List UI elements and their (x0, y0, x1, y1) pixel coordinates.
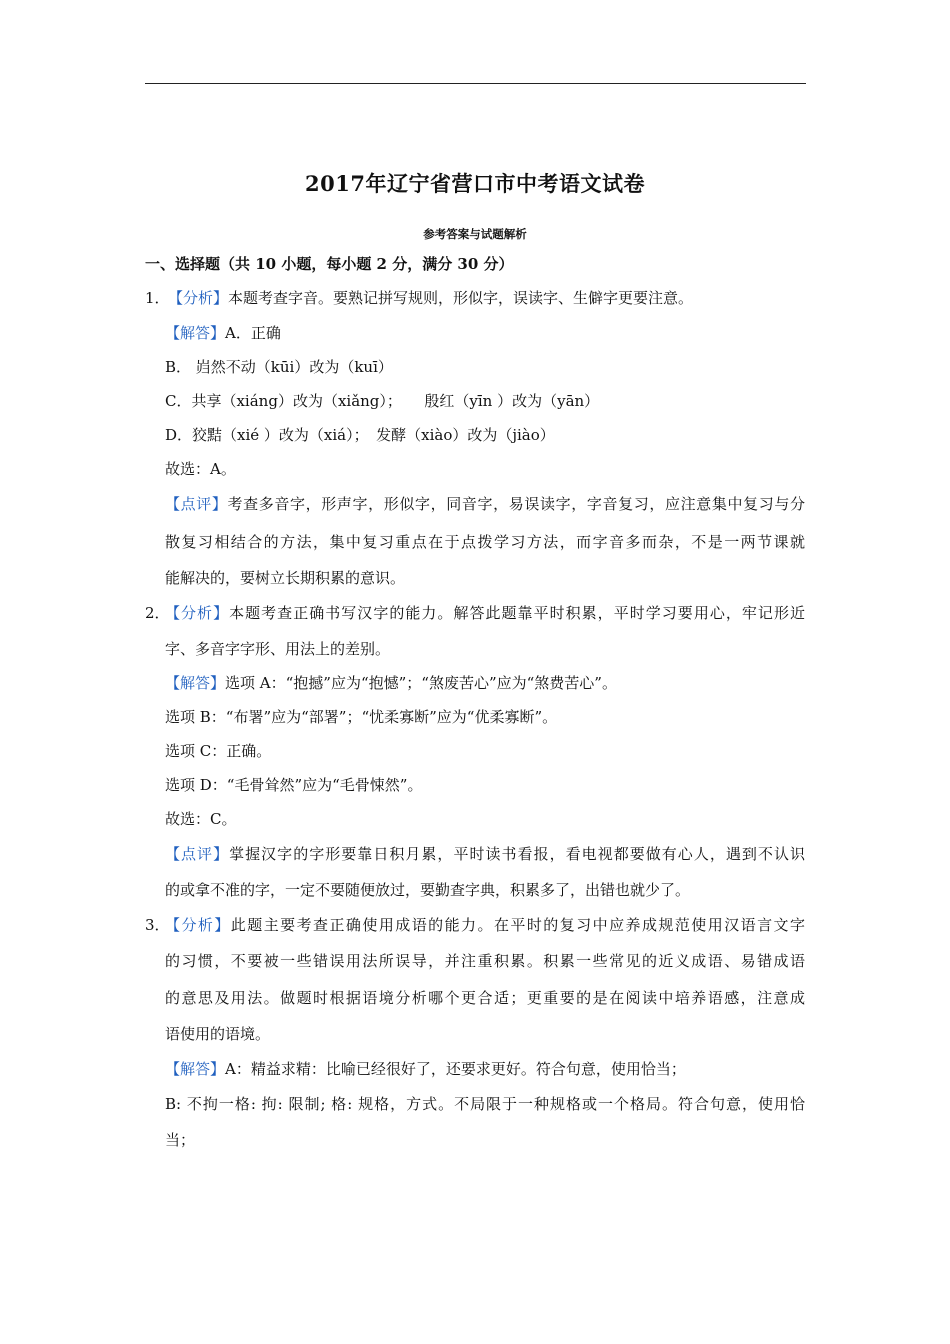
q3-number: 3． (145, 916, 170, 934)
q1-answer-b: B． 岿然不动（kūi）改为（kuī） (165, 358, 393, 376)
q2-analysis-line-1 (165, 603, 805, 623)
q1-comment-line-3: 能解决的，要树立长期积累的意识。 (165, 569, 406, 587)
q2-answer-tag: 【解答】 (165, 674, 226, 692)
q3-analysis-line-4: 语使用的语境。 (165, 1025, 271, 1043)
q1-number: 1． (145, 289, 170, 307)
q2-answer-d: 选项 D：“毛骨耸然”应为“毛骨悚然”。 (165, 776, 423, 794)
q3-answer-b-line-1: B: 不拘一格: 拘: 限制; 格: 规格，方式。不局限于一种规格或一个格局。符合句意，使用恰 (165, 1095, 805, 1113)
q3-analysis-line-1 (165, 915, 805, 935)
q2-answer-b: 选项 B：“布署”应为“部署”；“忧柔寡断”应为“优柔寡断”。 (165, 708, 558, 726)
q2-number: 2． (145, 604, 170, 622)
q2-analysis-tag: 【分析】 (165, 604, 230, 622)
q3-analysis-line-3: 的意思及用法。做题时根据语境分析哪个更合适；更重要的是在阅读中培养语感，注意成 (165, 989, 805, 1007)
q2-answer-c: 选项 C：正确。 (165, 742, 272, 760)
section-heading: 一、选择题（共 10 小题，每小题 2 分，满分 30 分） (145, 255, 514, 273)
q3-answer-b-line-2: 当； (165, 1131, 196, 1149)
q2-answer-a: 选项 A：“抱撼”应为“抱憾”；“煞废苦心”应为“煞费苦心”。 (225, 674, 617, 692)
q1-comment-line-1 (165, 494, 805, 514)
q1-answer-a: A．正确 (225, 324, 281, 342)
page-subtitle: 参考答案与试题解析 (423, 227, 527, 241)
q3-analysis-line-2: 的习惯，不要被一些错误用法所误导，并注重积累。积累一些常见的近义成语、易错成语 (165, 952, 805, 970)
q1-comment-tag: 【点评】 (165, 495, 228, 513)
q1-answer-tag: 【解答】 (165, 324, 226, 342)
q1-answer-d: D．狡黠（xié ）改为（xiá）； 发酵（xiào）改为（jiào） (165, 426, 555, 444)
header-rule (145, 83, 806, 84)
q2-answer (165, 673, 617, 693)
q2-comment-tag: 【点评】 (165, 845, 230, 863)
page-title: 2017年辽宁省营口市中考语文试卷 (305, 171, 645, 196)
q1-answer (165, 323, 281, 343)
q3-analysis-text-1: 此题主要考查正确使用成语的能力。在平时的复习中应养成规范使用汉语言文字 (230, 916, 805, 934)
q1-analysis-tag: 【分析】 (168, 289, 229, 307)
q3-answer-a: A：精益求精：比喻已经很好了，还要求更好。符合句意，使用恰当； (225, 1060, 686, 1078)
q2-analysis-line-2: 字、多音字字形、用法上的差别。 (165, 640, 391, 658)
q3-analysis-tag: 【分析】 (165, 916, 231, 934)
q1-comment-line-2: 散复习相结合的方法，集中复习重点在于点拨学习方法，而字音多而杂，不是一两节课就 (165, 533, 805, 551)
q2-analysis-text-1: 本题考查正确书写汉字的能力。解答此题靠平时积累，平时学习要用心，牢记形近 (229, 604, 805, 622)
q3-answer-tag: 【解答】 (165, 1060, 226, 1078)
q1-answer-c: C．共享（xiáng）改为（xiǎng）； 殷红（yīn ）改为（yān） (165, 392, 600, 410)
q3-answer (165, 1059, 686, 1079)
q2-comment-line-1 (165, 844, 805, 864)
q1-analysis (168, 288, 693, 308)
q2-comment-line-2: 的或拿不准的字，一定不要随便放过，要勤查字典，积累多了，出错也就少了。 (165, 881, 691, 899)
q1-choice: 故选：A。 (165, 460, 236, 478)
q2-comment-text-1: 掌握汉字的字形要靠日积月累，平时读书看报，看电视都要做有心人，遇到不认识 (229, 845, 805, 863)
q1-comment-text-1: 考查多音字，形声字，形似字，同音字，易误读字，字音复习，应注意集中复习与分 (227, 495, 805, 513)
q1-analysis-text: 本题考查字音。要熟记拼写规则，形似字，误读字、生僻字更要注意。 (228, 289, 694, 307)
q2-choice: 故选：C。 (165, 810, 237, 828)
